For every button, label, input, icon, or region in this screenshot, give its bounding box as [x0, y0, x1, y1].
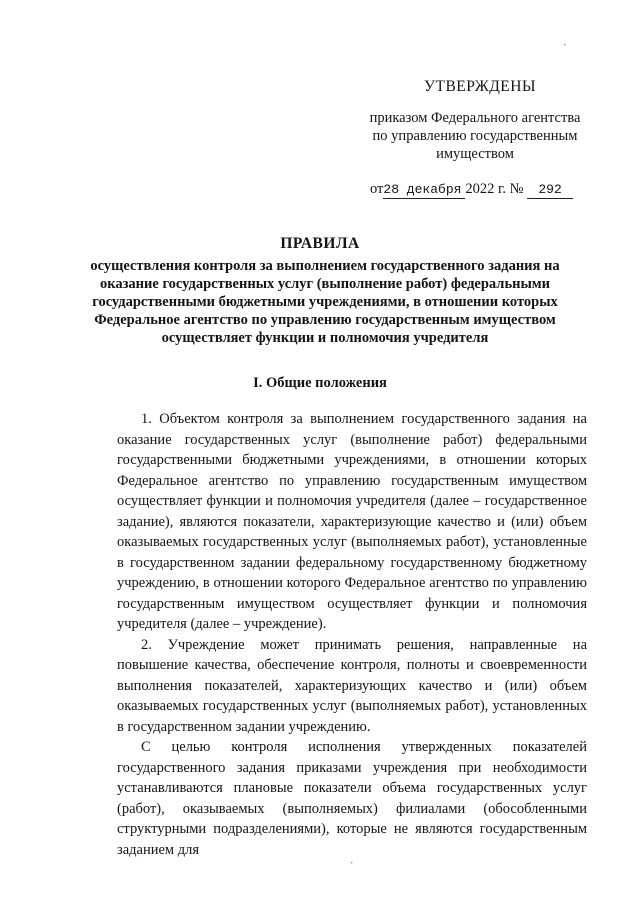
rules-title: ПРАВИЛА [280, 235, 360, 252]
paragraph: С целью контроля исполнения утвержденных показателей государственного задания приказами учреждения при необходимости устанавливаются плановые показатели объема государственных услуг (работ), оказываемых (выполняемых) филиалами (обособленными структурными подразделениями), которые не являются государственным заданием для [117, 739, 587, 858]
order-number: 292 [527, 182, 573, 199]
approved-title: УТВЕРЖДЕНЫ [424, 78, 536, 95]
paragraph: 2. Учреждение может принимать решения, направленные на повышение качества, обеспечение контроля, полноты и своевременности выполнения показателей, характеризующих качество и (или) объем оказываемых государственных услуг (выполняемых работ), установленных в государственном задании учреждению. [117, 636, 587, 735]
scan-speck-mark: ˋ [563, 44, 568, 54]
order-prefix: от [370, 181, 384, 197]
rules-subtitle: осуществления контроля за выполнением государственного задания на оказание государственных услуг (выполнение работ) федеральными государственными бюджетными учреждениями, в отношении которых Федеральное агентство по управлению государственным имуществом осуществляет функции и полномочия учредителя [90, 258, 560, 346]
order-year: 2022 [465, 181, 495, 197]
order-line [370, 181, 573, 199]
paragraph: 1. Объектом контроля за выполнением государственного задания на оказание государственных услуг (выполнение работ) федеральными государственными бюджетными учреждениями, в отношении которых Федеральное агентство по управлению государственным имуществом осуществляет функции и полномочия учредителя (далее – государственное задание), являются показатели, характеризующие качество и (или) объем оказываемых государственных услуг (выполняемых работ), установленные в государственном задании федеральному государственному бюджетному учреждению, в отношении которого Федеральное агентство по управлению государственным имуществом осуществляет функции и полномочия учредителя (далее – учреждение). [117, 411, 587, 632]
order-date: 28 декабря [383, 182, 465, 199]
scan-speck-mark: ˊ [349, 862, 354, 872]
order-year-suffix: г. № [498, 181, 524, 197]
approval-body: приказом Федерального агентства по управлению государственным имуществом [369, 110, 581, 162]
section-title: I. Общие положения [253, 375, 387, 391]
body-text [117, 409, 587, 860]
